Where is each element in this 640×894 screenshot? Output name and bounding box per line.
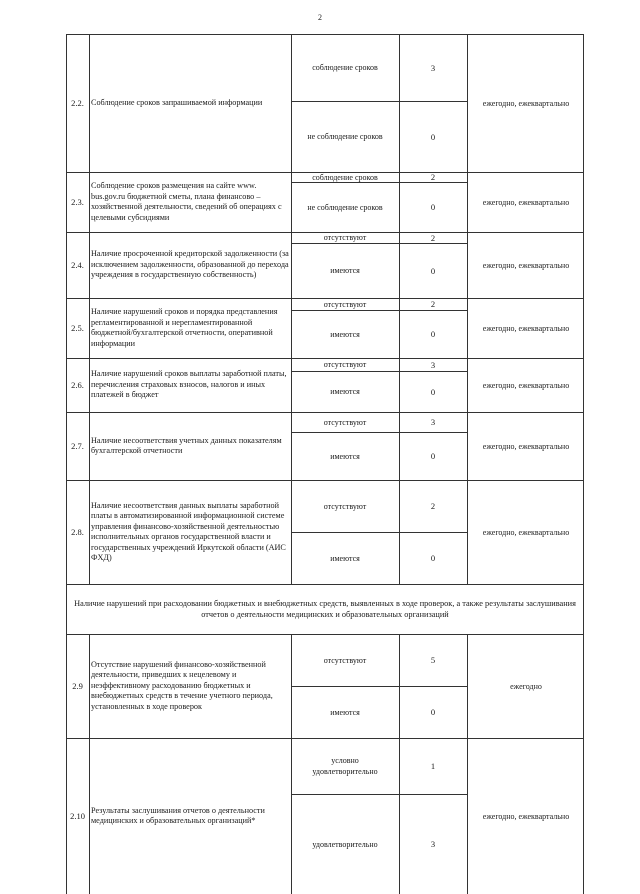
criterion-score: 0 — [430, 131, 436, 142]
criterion-score: 0 — [430, 386, 436, 397]
frequency: ежегодно, ежеквартально — [482, 441, 570, 451]
criterion-score: 5 — [430, 655, 436, 665]
criterion-option: отсутствуют — [323, 655, 367, 665]
criterion-text: Наличие просроченной кредиторской задолженности (за исключением задолженности, образованной до перехода учреждения в государственную собственность) — [91, 249, 289, 280]
criterion-score: 3 — [430, 359, 436, 370]
frequency: ежегодно, ежеквартально — [482, 98, 570, 108]
criterion-option: соблюдение сроков — [312, 172, 378, 182]
row-number: 2.5. — [71, 323, 84, 333]
criterion-option: удовлетворительно — [312, 839, 378, 849]
criterion-option: отсутствуют — [323, 360, 367, 369]
criterion-score: 0 — [430, 553, 436, 563]
frequency: ежегодно — [510, 681, 542, 691]
criterion-option: отсутствуют — [323, 299, 367, 309]
criterion-score: 0 — [430, 329, 436, 339]
criteria-table — [66, 34, 584, 894]
criterion-score: 3 — [430, 62, 436, 73]
criterion-score: 2 — [430, 299, 436, 309]
criterion-option: имеются — [330, 387, 360, 396]
row-number: 2.9 — [72, 681, 83, 691]
criterion-option: имеются — [330, 707, 360, 717]
frequency: ежегодно, ежеквартально — [482, 811, 570, 821]
criterion-option: отсутствуют — [323, 233, 367, 242]
frequency: ежегодно, ежеквартально — [482, 197, 570, 207]
criterion-score: 3 — [430, 839, 436, 849]
criterion-option: имеются — [330, 451, 360, 461]
row-number: 2.4. — [71, 260, 84, 270]
criterion-score: 0 — [430, 265, 436, 276]
criterion-text: Результаты заслушивания отчетов о деятельности медицинских и образовательных организаций* — [91, 805, 265, 825]
criterion-score: 2 — [430, 172, 436, 182]
row-number: 2.10 — [70, 811, 85, 821]
frequency: ежегодно, ежеквартально — [482, 260, 570, 270]
page-number: 2 — [318, 13, 322, 22]
criterion-score: 2 — [430, 232, 436, 243]
row-number: 2.2. — [71, 98, 84, 108]
criterion-text: Соблюдение сроков размещения на сайте www. bus.gov.ru бюджетной сметы, плана финансово – хозяйственной деятельности, сведений об операциях с целевыми субсидиями — [91, 181, 282, 222]
row-number: 2.6. — [71, 380, 84, 390]
criterion-option: условно удовлетворительно — [312, 756, 378, 776]
criterion-option: имеются — [330, 553, 360, 563]
criterion-option: отсутствуют — [323, 501, 367, 511]
criterion-text: Наличие несоответствия данных выплаты заработной платы в автоматизированной информационной системе управления финансово-хозяйственной деятельностью исполнительных органов государственной власти и государственных учреждений Иркутской области (АИС ФХД) — [91, 500, 286, 562]
criterion-text: Наличие нарушений сроков и порядка представления регламентированной и нерегламентированной бюджетной/бухгалтерской отчетности, оперативной информации — [91, 307, 278, 348]
criterion-text: Наличие несоответствия учетных данных показателям бухгалтерской отчетности — [91, 435, 282, 455]
criterion-score: 2 — [430, 501, 436, 511]
row-number: 2.8. — [71, 527, 84, 537]
criterion-option: имеются — [330, 329, 360, 339]
criterion-text: Соблюдение сроков запрашиваемой информации — [91, 97, 263, 107]
criterion-score: 0 — [430, 451, 436, 461]
row-number: 2.7. — [71, 441, 84, 451]
criterion-score: 3 — [430, 417, 436, 427]
criterion-option: имеются — [330, 266, 360, 275]
criterion-score: 1 — [430, 761, 436, 771]
criterion-text: Отсутствие нарушений финансово-хозяйственной деятельности, приведших к нецелевому и неэффективному расходованию бюджетных и внебюджетных средств в течение учетного периода, установленных в ходе проверок — [91, 659, 273, 711]
criterion-score: 0 — [430, 707, 436, 717]
criterion-score: 0 — [430, 202, 436, 212]
section-heading: Наличие нарушений при расходовании бюджетных и внебюджетных средств, выявленных в ходе проверок, а также результаты заслушивания отчетов о деятельности медицинских и образовательных организаций — [74, 599, 576, 619]
frequency: ежегодно, ежеквартально — [482, 323, 570, 333]
criterion-option: соблюдение сроков — [312, 63, 378, 72]
frequency: ежегодно, ежеквартально — [482, 527, 570, 537]
row-number: 2.3. — [71, 197, 84, 207]
criterion-option: не соблюдение сроков — [307, 132, 383, 141]
criterion-option: не соблюдение сроков — [307, 202, 383, 212]
criterion-option: отсутствуют — [323, 417, 367, 427]
criterion-text: Наличие нарушений сроков выплаты заработной платы, перечисления страховых взносов, налогов и иных платежей в бюджет — [91, 369, 287, 400]
frequency: ежегодно, ежеквартально — [482, 380, 570, 390]
